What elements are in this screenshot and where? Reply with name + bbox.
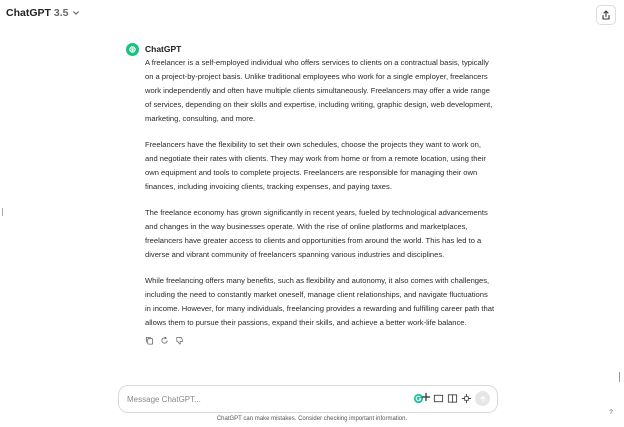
message-actions xyxy=(145,336,495,345)
window-icon[interactable] xyxy=(433,393,444,404)
message-paragraph: Freelancers have the flexibility to set their own schedules, choose the projects they want to work on, and negotiate their rates with clients. They may work from home or from a remote location, using their own equipment and tools to complete projects. Freelancers are responsible for managing their own finances, including invoicing clients, tracking expenses, and paying taxes. xyxy=(145,140,486,191)
regenerate-icon[interactable] xyxy=(160,336,169,345)
message-paragraph: While freelancing offers many benefits, such as flexibility and autonomy, it also comes with challenges, including the need to constantly market oneself, manage client relationships, and navigate fluctuations in income. However, for many individuals, freelancing provides a rewarding and fulfilling career path that allows them to pursue their passions, expand their skills, and achieve a better work-life balance. xyxy=(145,276,495,327)
message-paragraph: The freelance economy has grown significantly in recent years, fueled by technological advancements and changes in the way businesses operate. With the rise of online platforms and marketplaces, freelancers have greater access to clients and opportunities from around the world. This has led to a diverse and vibrant community of freelancers spanning various industries and disciplines. xyxy=(145,208,488,259)
sidebar-toggle-handle[interactable] xyxy=(2,208,3,216)
top-bar xyxy=(0,0,624,28)
disclaimer: ChatGPT can make mistakes. Consider checking important information. xyxy=(216,416,408,422)
openai-logo-icon xyxy=(128,45,137,54)
copy-icon[interactable] xyxy=(145,336,154,345)
message-author: ChatGPT xyxy=(145,44,182,54)
chevron-down-icon xyxy=(72,9,80,17)
send-button[interactable] xyxy=(475,391,490,406)
avatar xyxy=(126,43,139,56)
message-input[interactable] xyxy=(127,392,397,406)
crosshair-icon[interactable] xyxy=(461,393,472,404)
scroll-indicator[interactable] xyxy=(619,372,620,382)
add-icon[interactable] xyxy=(421,392,431,402)
message-paragraph: A freelancer is a self-employed individual who offers services to clients on a contractual basis, typically on a project-by-project basis. Unlike traditional employees who work for a single employer, freelancers work independently and often have multiple clients simultaneously. Freelancers may offer a wide range of services, depending on their skills and expertise, including writing, graphic design, web development, marketing, consulting, and more. xyxy=(145,58,493,123)
share-button[interactable] xyxy=(596,5,616,25)
share-icon xyxy=(601,10,611,20)
model-name: ChatGPT xyxy=(6,7,51,19)
split-view-icon[interactable] xyxy=(447,393,458,404)
message-content xyxy=(145,56,495,345)
arrow-up-icon xyxy=(479,395,487,403)
help-button[interactable]: ? xyxy=(609,410,613,416)
model-selector[interactable] xyxy=(6,7,80,19)
model-version: 3.5 xyxy=(53,7,69,19)
thumbs-down-icon[interactable] xyxy=(175,336,184,345)
message-composer xyxy=(118,385,498,413)
